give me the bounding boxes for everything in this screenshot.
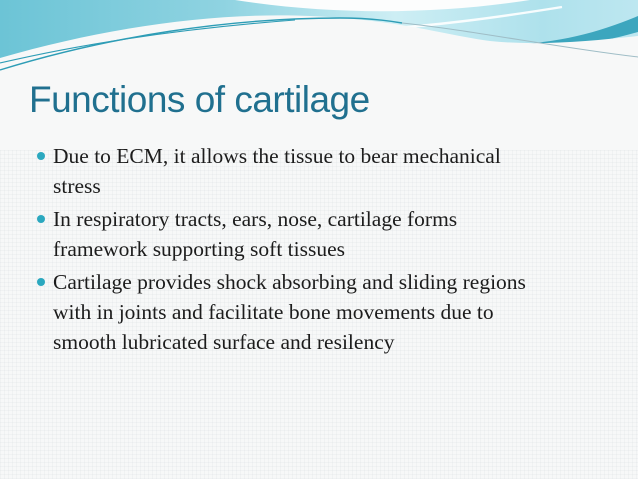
bullet-text-line: with in joints and facilitate bone movements due to [53, 300, 494, 324]
bullet-text-line: Due to ECM, it allows the tissue to bear mechanical [53, 144, 501, 168]
bullet-item [36, 141, 616, 201]
bullet-text-line: framework supporting soft tissues [53, 237, 346, 261]
bullet-text-line: stress [53, 174, 101, 198]
bullet-item [36, 204, 616, 264]
bullet-dot-icon [37, 278, 45, 286]
bullet-text-line: In respiratory tracts, ears, nose, cartilage forms [53, 207, 458, 231]
bullet-list [36, 141, 616, 357]
slide-title: Functions of cartilage [29, 79, 370, 120]
bullet-dot-icon [37, 215, 45, 223]
top-wave-decoration [0, 0, 638, 150]
bullet-text-line: smooth lubricated surface and resilency [53, 330, 395, 354]
bullet-text-line: Cartilage provides shock absorbing and sliding regions [53, 270, 526, 294]
bullet-item [36, 267, 616, 357]
bullet-dot-icon [37, 152, 45, 160]
